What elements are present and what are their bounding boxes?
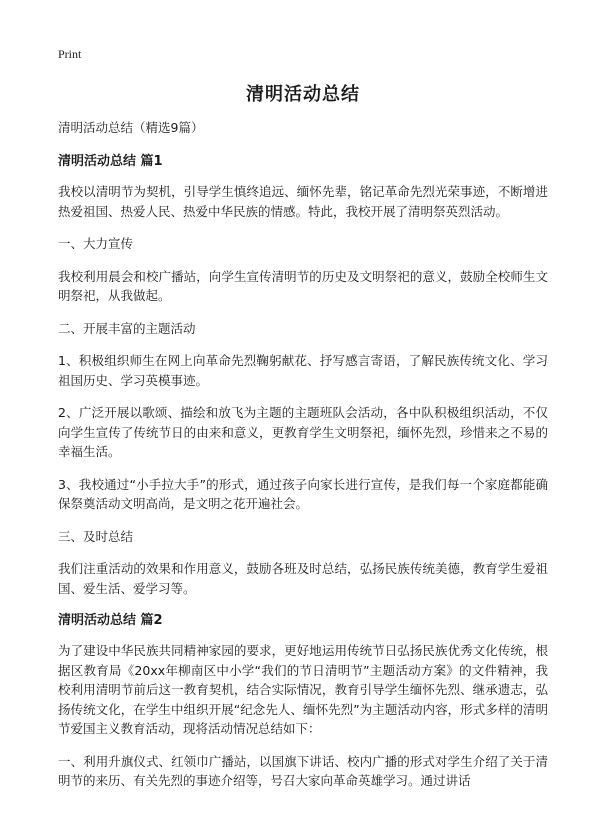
paragraph: 2、广泛开展以歌颂、描绘和放飞为主题的主题班队会活动，各中队积极组织活动，不仅向学生宣传了传统节日的由来和意义，更教育学生文明祭祀，缅怀先烈，珍惜来之不易的幸福生活。 — [58, 405, 548, 459]
document-page — [58, 0, 548, 828]
paragraph: 二、开展丰富的主题活动 — [58, 320, 196, 336]
document-title: 清明活动总结 — [246, 84, 360, 105]
paragraph: 一、利用升旗仪式、红领巾广播站，以国旗下讲话、校内广播的形式对学生介绍了关于清明节的来历、有关先烈的事迹介绍等，号召大家向革命英雄学习。通过讲话 — [58, 753, 548, 788]
paragraph: 3、我校通过“小手拉大手”的形式，通过孩子向家长进行宣传，是我们每一个家庭都能确保祭奠活动文明高尚，是文明之花开遍社会。 — [58, 476, 548, 511]
section-heading: 清明活动总结 篇1 — [58, 154, 163, 169]
print-link[interactable]: Print — [58, 47, 82, 61]
paragraph: 我们注重活动的效果和作用意义，鼓励各班及时总结，弘扬民族传统美德，教育学生爱祖国、爱生活、爱学习等。 — [58, 561, 548, 596]
paragraph: 三、及时总结 — [58, 528, 134, 544]
paragraph: 我校以清明节为契机，引导学生慎终追远、缅怀先辈，铭记革命先烈光荣事迹，不断增进热爱祖国、热爱人民、热爱中华民族的情感。特此，我校开展了清明祭英烈活动。 — [58, 184, 548, 219]
section-heading: 清明活动总结 篇2 — [58, 613, 163, 628]
document-subtitle: 清明活动总结（精选9篇） — [58, 120, 204, 135]
paragraph: 为了建设中华民族共同精神家园的要求，更好地运用传统节日弘扬民族优秀文化传统，根据区教育局《20xx年柳南区中小学“我们的节日清明节”主题活动方案》的文件精神，我校利用清明节前后这一教育契机，结合实际情况，教育引导学生缅怀先烈、继承遗志，弘扬传统文化，在学生中组织开展“纪念先人、缅怀先烈”为主题活动内容，形式多样的清明节爱国主义教育活动，现将活动情况总结如下： — [58, 643, 548, 736]
paragraph: 我校利用晨会和校广播站，向学生宣传清明节的历史及文明祭祀的意义，鼓励全校师生文明祭祀，从我做起。 — [58, 268, 548, 303]
paragraph: 1、积极组织师生在网上向革命先烈鞠躬献花、抒写感言寄语，了解民族传统文化、学习祖国历史、学习英模事迹。 — [58, 353, 548, 388]
paragraph: 一、大力宣传 — [58, 236, 134, 251]
document-body — [58, 118, 548, 804]
